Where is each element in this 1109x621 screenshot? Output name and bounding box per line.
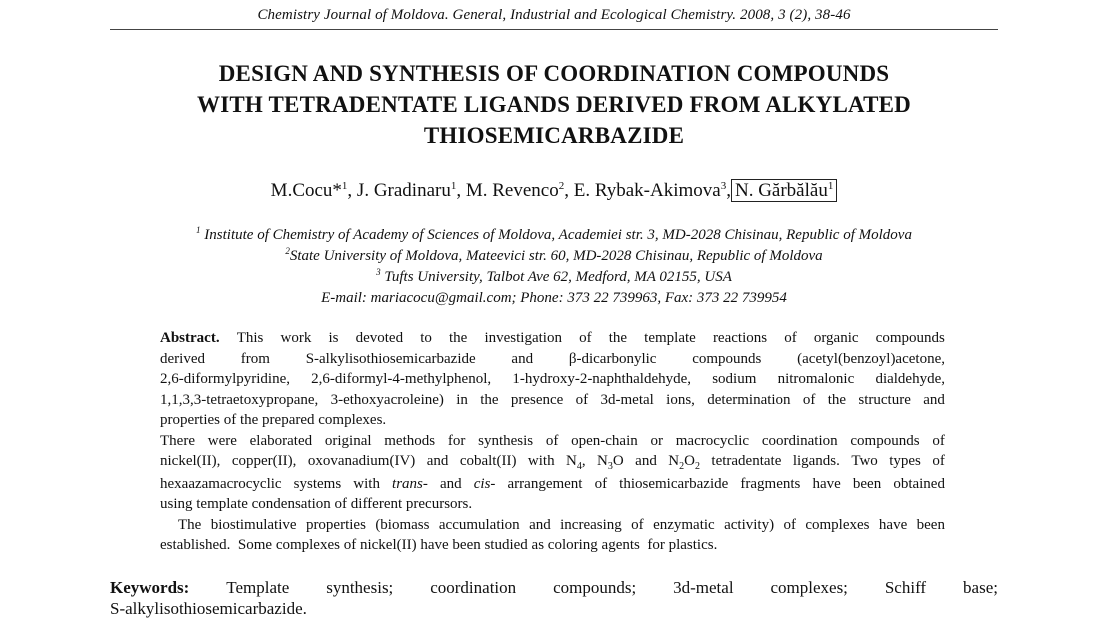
abstract-word: and: [923, 391, 945, 408]
abstract-line: [160, 494, 945, 515]
author-name: M.Cocu*: [270, 180, 342, 201]
affiliation-line: [110, 225, 998, 246]
abstract-word: of: [631, 516, 644, 533]
abstract-word: 1-hydroxy-2-naphthaldehyde,: [512, 371, 692, 387]
abstract-word: properties: [305, 516, 366, 533]
abstract-word: thiosemicarbazide: [619, 475, 729, 492]
abstract-word: derived: [160, 350, 205, 367]
abstract-word: increasing: [560, 516, 622, 533]
abstract-word: cobalt(II): [459, 453, 517, 469]
abstract-word: were: [207, 432, 237, 449]
abstract-word: for: [447, 432, 466, 449]
abstract-word: The: [178, 516, 202, 533]
abstract-word: obtained: [893, 475, 945, 492]
affiliation-line: [110, 246, 998, 267]
abstract-word: been: [916, 516, 945, 533]
abstract-word: of: [579, 330, 592, 346]
author-name: N. Gărbălău: [734, 180, 828, 201]
abstract-line: [160, 515, 945, 536]
abstract-word: enzymatic: [653, 516, 715, 533]
abstract-word: accumulation: [438, 516, 520, 533]
abstract-word: is: [328, 330, 339, 346]
abstract-word: and: [529, 516, 551, 533]
abstract-word: open-chain: [571, 432, 638, 449]
affiliation-mark: 3: [376, 267, 381, 277]
abstract-line: [160, 369, 945, 390]
abstract-word: 1,1,3,3-tetraetoxypropane,: [160, 391, 319, 408]
affiliation-mark: 1: [196, 225, 201, 235]
abstract-word: and: [511, 350, 534, 367]
abstract-word: reactions: [712, 330, 768, 346]
keyword-word: 3d-metal: [673, 578, 734, 597]
affiliation-text: State University of Moldova, Mateevici str. 60, MD-2028 Chisinau, Republic of Moldova: [289, 248, 823, 264]
abstract-word: macrocyclic: [675, 432, 750, 449]
abstract-word: copper(II),: [231, 453, 297, 469]
keyword-word: complexes;: [770, 578, 848, 597]
abstract-line: [160, 390, 945, 411]
abstract-word: tetradentate: [711, 453, 782, 469]
abstract-word: There: [160, 432, 195, 449]
formula-subscript: 2: [679, 461, 685, 472]
abstract-word: the: [480, 391, 499, 408]
abstract-line: [160, 349, 945, 370]
abstract-word: with: [527, 453, 555, 469]
journal-header: Chemistry Journal of Moldova. General, Industrial and Ecological Chemistry. 2008, 3 (2), 38-46: [257, 7, 851, 23]
keywords-first: [110, 577, 189, 598]
keyword-word: Schiff: [884, 578, 927, 597]
author-affiliation-mark: 1: [341, 180, 348, 192]
affiliation-line: [110, 267, 998, 288]
keywords-label: Keywords:: [110, 578, 190, 597]
formula-symbol: O: [684, 453, 695, 469]
abstract-word: and: [426, 453, 449, 469]
abstract-word: presence: [510, 391, 564, 408]
abstract-word: organic: [813, 330, 859, 346]
author-affiliation-mark: 1: [450, 180, 457, 192]
abstract-word: of: [784, 330, 797, 346]
abstract-word: coordination: [761, 432, 838, 449]
abstract-line: [160, 431, 945, 452]
abstract-word: S-alkylisothiosemicarbazide: [305, 350, 476, 367]
abstract-word: 3-ethoxyacroleine): [330, 391, 444, 408]
affiliation-text: Tufts University, Talbot Ave 62, Medford, MA 02155, USA: [380, 269, 732, 285]
abstract-word: fragments: [740, 475, 801, 492]
abstract-word: nickel(II),: [160, 453, 221, 469]
abstract-text: established. Some complexes of nickel(II) have been studied as coloring agents for plastics.: [160, 537, 718, 553]
abstract-line: [160, 535, 945, 556]
abstract-label: Abstract.: [160, 330, 220, 346]
abstract-word: have: [878, 516, 908, 533]
keyword-word: base;: [963, 578, 998, 597]
abstract-word: activity): [724, 516, 775, 533]
keyword-word: coordination: [430, 578, 517, 597]
abstract-word: This: [236, 330, 264, 346]
abstract-word: 3d-metal: [600, 391, 654, 408]
author-name: M. Revenco: [465, 180, 559, 201]
abstract-word: have: [812, 475, 841, 492]
author-name: J. Gradinaru: [356, 180, 451, 201]
abstract-word: biostimulative: [210, 516, 297, 533]
abstract-word: 2,6-diformylpyridine,: [160, 371, 290, 387]
formula-subscript: 2: [694, 461, 700, 472]
contact-line: E-mail: mariacocu@gmail.com; Phone: 373 22 739963, Fax: 373 22 739954: [321, 290, 787, 306]
keywords: [110, 577, 998, 619]
abstract-line: [160, 474, 945, 495]
author-affiliation-mark: 2: [558, 180, 565, 192]
author-affiliation-mark: 1: [827, 180, 834, 192]
title-line: WITH TETRADENTATE LIGANDS DERIVED FROM ALKYLATED: [197, 92, 911, 117]
abstract-word: elaborated: [249, 432, 313, 449]
abstract-word: the: [449, 330, 468, 346]
abstract: [160, 328, 945, 556]
abstract-word: to: [420, 330, 432, 346]
abstract-word: of: [932, 432, 945, 449]
abstract-word: systems: [293, 475, 342, 492]
abstract-line: [160, 410, 945, 431]
abstract-word: structure: [858, 391, 911, 408]
formula-subscript: 3: [607, 461, 613, 472]
abstract-line: [160, 451, 945, 474]
abstract-word: complexes: [805, 516, 870, 533]
affiliation-mark: 2: [285, 246, 290, 256]
author-affiliation-mark: 3: [720, 180, 727, 192]
abstract-word: of: [932, 453, 945, 469]
abstract-word: hexaazamacrocyclic: [160, 475, 282, 492]
abstract-word: ions,: [666, 391, 695, 408]
abstract-word: Two: [851, 453, 878, 469]
abstract-word: with: [353, 475, 380, 492]
abstract-word: investigation: [484, 330, 562, 346]
abstract-word-italic: cis-: [473, 475, 496, 492]
affiliation-text: Institute of Chemistry of Academy of Sciences of Moldova, Academiei str. 3, MD-2028 Chisinau, Republic of Moldova: [200, 227, 912, 243]
abstract-word: template: [644, 330, 696, 346]
header-rule: [110, 29, 998, 30]
author-name: E. Rybak-Akimova: [573, 180, 721, 201]
author-list: M.Cocu*$^1$, J. Gradinaru$^1$, M. Revenco$^2$, E. Rybak-Akimova$^3$, N. Gărbălău$^1$: [110, 178, 998, 206]
abstract-word: nitromalonic: [777, 371, 855, 387]
abstract-word: ligands.: [792, 453, 840, 469]
abstract-word: β-dicarbonylic: [568, 350, 657, 367]
abstract-word: oxovanadium(IV): [307, 453, 416, 469]
abstract-word: compounds: [850, 432, 920, 449]
keyword-word: synthesis;: [326, 578, 394, 597]
formula-subscript: 4: [576, 461, 582, 472]
keywords-line: [110, 577, 998, 598]
abstract-word: the: [608, 330, 628, 346]
abstract-word: types: [889, 453, 921, 469]
abstract-word: of: [575, 391, 589, 408]
abstract-word: in: [456, 391, 468, 408]
abstract-text: properties of the prepared complexes.: [160, 412, 387, 428]
abstract-word: of: [802, 391, 816, 408]
abstract-word: sodium: [712, 371, 757, 387]
abstract-word: 2,6-diformyl-4-methylphenol,: [311, 371, 492, 387]
abstract-word: arrangement: [507, 475, 583, 492]
abstract-word: or: [650, 432, 664, 449]
formula-n3o: [597, 451, 624, 474]
abstract-word: determination: [707, 391, 791, 408]
abstract-word: methods: [384, 432, 436, 449]
keywords-line: S-alkylisothiosemicarbazide.: [110, 599, 307, 618]
abstract-word: devoted: [355, 330, 404, 346]
affiliations: [110, 225, 998, 308]
abstract-word: (biomass: [375, 516, 430, 533]
abstract-text: using template condensation of different precursors.: [160, 496, 473, 512]
paper-title: [110, 58, 998, 151]
formula-symbol: N: [597, 453, 608, 469]
abstract-word: work: [280, 330, 312, 346]
title-line: DESIGN AND SYNTHESIS OF COORDINATION COMPOUNDS: [218, 61, 890, 86]
abstract-word: synthesis: [478, 432, 534, 449]
abstract-word: compounds: [875, 330, 945, 346]
abstract-word: dialdehyde,: [875, 371, 945, 387]
abstract-word: been: [852, 475, 882, 492]
formula-symbol: N: [668, 453, 680, 469]
keyword-word: compounds;: [553, 578, 637, 597]
abstract-word: of: [545, 432, 559, 449]
abstract-word: of: [594, 475, 608, 492]
abstract-line: [160, 328, 945, 349]
abstract-word: (acetyl(benzoyl)acetone,: [797, 350, 945, 367]
formula-symbol: N: [566, 453, 577, 469]
highlighted-author: [731, 179, 837, 202]
abstract-word: the: [827, 391, 847, 408]
formula-symbol: O: [612, 453, 624, 469]
title-line: THIOSEMICARBAZIDE: [423, 123, 685, 148]
abstract-word: and: [439, 475, 462, 492]
abstract-word: of: [783, 516, 796, 533]
abstract-word: original: [324, 432, 372, 449]
abstract-word: and: [635, 453, 657, 469]
abstract-word: from: [240, 350, 270, 367]
abstract-word: compounds: [692, 350, 762, 367]
abstract-word-italic: trans-: [392, 475, 428, 492]
formula-n2o2: [668, 451, 700, 474]
formula-n4: $N_4$,: [566, 453, 586, 472]
keyword-word: Template: [226, 578, 290, 597]
